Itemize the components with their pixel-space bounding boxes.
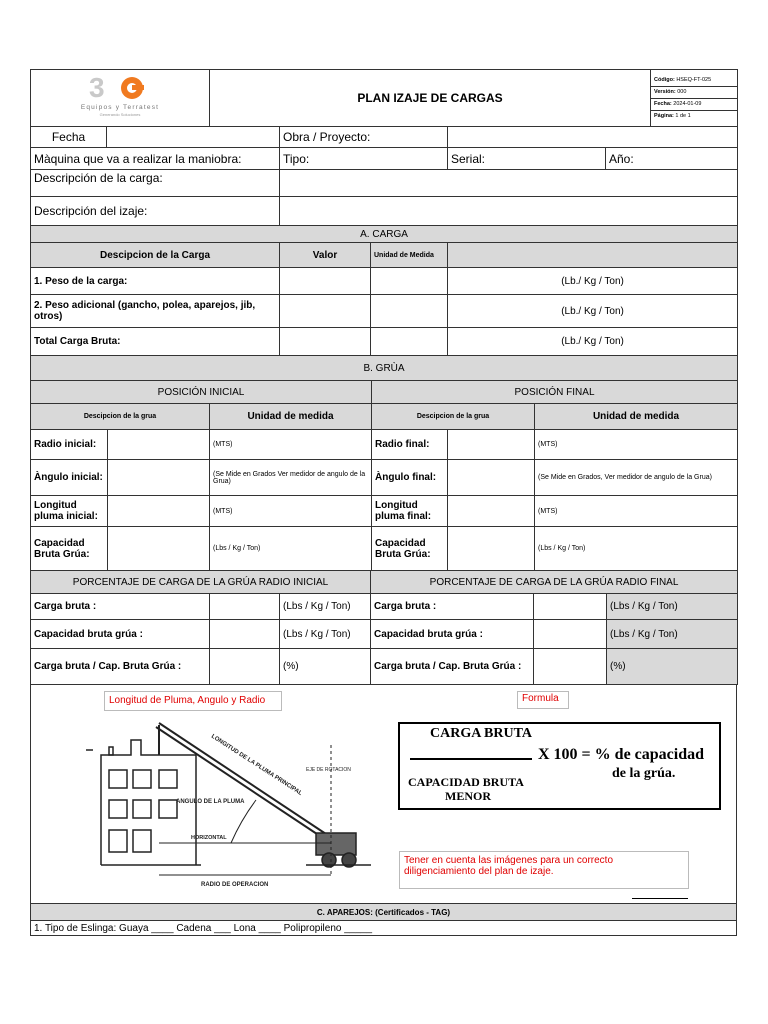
formula-label-box: Formula bbox=[517, 691, 569, 709]
carga-bruta-inicial-unit: (Lbs / Kg / Ton) bbox=[280, 594, 371, 620]
longitud-final-label: Longitud pluma final: bbox=[372, 496, 448, 527]
posicion-inicial-title: POSICIÓN INICIAL bbox=[31, 381, 372, 404]
capacidad-final-unit: (Lbs / Kg / Ton) bbox=[535, 527, 738, 571]
peso-adicional-unit-hint: (Lb./ Kg / Ton) bbox=[448, 295, 738, 328]
carga-bruta-final-field[interactable] bbox=[534, 594, 607, 620]
peso-carga-unidad[interactable] bbox=[371, 268, 448, 295]
obra-field[interactable] bbox=[448, 127, 738, 148]
op-radius-label: RADIO DE OPERACION bbox=[201, 882, 269, 888]
formula-box bbox=[398, 722, 721, 810]
peso-adicional-unidad[interactable] bbox=[371, 295, 448, 328]
cap-bruta-inicial-unit: (Lbs / Kg / Ton) bbox=[280, 620, 371, 649]
carga-bruta-final-label: Carga bruta : bbox=[371, 594, 534, 620]
crane-body bbox=[306, 833, 371, 867]
ratio-final-label: Carga bruta / Cap. Bruta Grúa : bbox=[371, 649, 534, 685]
obra-label: Obra / Proyecto: bbox=[280, 127, 448, 148]
capacidad-inicial-field[interactable] bbox=[108, 527, 210, 571]
section-b-table bbox=[30, 355, 738, 571]
maquina-label: Màquina que va a realizar la maniobra: bbox=[31, 148, 280, 170]
tipo-field[interactable]: Tipo: bbox=[280, 148, 448, 170]
cap-bruta-inicial-label: Capacidad bruta grúa : bbox=[31, 620, 210, 649]
formula-menor: MENOR bbox=[445, 789, 491, 803]
col-desc-grua-inicial: Descipcion de la grua bbox=[31, 404, 210, 430]
col-valor: Valor bbox=[280, 243, 371, 268]
signature-line bbox=[632, 898, 688, 899]
carga-bruta-final-unit: (Lbs / Kg / Ton) bbox=[607, 594, 738, 620]
serial-field[interactable]: Serial: bbox=[448, 148, 606, 170]
radio-inicial-unit: (MTS) bbox=[210, 430, 372, 460]
angulo-final-field[interactable] bbox=[448, 460, 535, 496]
formula-carga-bruta: CARGA BRUTA bbox=[430, 726, 533, 741]
section-a-table bbox=[30, 225, 738, 356]
cap-bruta-final-unit: (Lbs / Kg / Ton) bbox=[607, 620, 738, 649]
ratio-inicial-label: Carga bruta / Cap. Bruta Grúa : bbox=[31, 649, 210, 685]
diagram-note: Tener en cuenta las imágenes para un correcto diligenciamiento del plan de izaje. bbox=[399, 851, 689, 889]
angulo-inicial-unit: (Se Mide en Grados Ver medidor de angulo de la Grua) bbox=[210, 460, 372, 496]
capacidad-inicial-label: Capacidad Bruta Grúa: bbox=[31, 527, 108, 571]
eslinga-line[interactable]: 1. Tipo de Eslinga: Guaya ____ Cadena ___ Lona ____ Polipropileno _____ bbox=[31, 921, 737, 936]
col-desc-carga: Descipcion de la Carga bbox=[31, 243, 280, 268]
col-desc-grua-final: Descipcion de la grua bbox=[372, 404, 535, 430]
section-c-table bbox=[30, 903, 737, 936]
general-info-table bbox=[30, 126, 738, 226]
porcentaje-table bbox=[30, 570, 738, 685]
section-a-title: A. CARGA bbox=[31, 226, 738, 243]
fecha-label: Fecha bbox=[31, 127, 107, 148]
radio-final-field[interactable] bbox=[448, 430, 535, 460]
svg-text:3: 3 bbox=[89, 71, 105, 103]
ratio-final-field[interactable] bbox=[534, 649, 607, 685]
ratio-final-unit: (%) bbox=[607, 649, 738, 685]
horizontal-label: HORIZONTAL bbox=[191, 835, 227, 841]
fecha-field[interactable] bbox=[107, 127, 280, 148]
posicion-final-title: POSICIÓN FINAL bbox=[372, 381, 738, 404]
capacidad-final-label: Capacidad Bruta Grúa: bbox=[372, 527, 448, 571]
total-carga-label: Total Carga Bruta: bbox=[31, 328, 280, 356]
logo-tagline: Equipos y Terratest bbox=[80, 103, 160, 111]
header-table bbox=[30, 69, 738, 127]
col-unidad: Unidad de Medida bbox=[371, 243, 448, 268]
peso-carga-unit-hint: (Lb./ Kg / Ton) bbox=[448, 268, 738, 295]
boom-length-label: LONGITUD DE LA PLUMA PRINCIPAL bbox=[209, 733, 304, 798]
col-unidad-inicial: Unidad de medida bbox=[210, 404, 372, 430]
longitud-inicial-field[interactable] bbox=[108, 496, 210, 527]
radio-inicial-field[interactable] bbox=[108, 430, 210, 460]
rotation-axis-label: EJE DE ROTACION bbox=[306, 767, 351, 773]
angulo-final-unit: (Se Mide en Grados, Ver medidor de angulo de la Grua) bbox=[535, 460, 738, 496]
angulo-final-label: Àngulo final: bbox=[372, 460, 448, 496]
radio-final-unit: (MTS) bbox=[535, 430, 738, 460]
desc-izaje-label: Descripción del izaje: bbox=[31, 197, 280, 226]
peso-carga-valor[interactable] bbox=[280, 268, 371, 295]
section-b-title: B. GRÙA bbox=[31, 356, 738, 381]
formula-de-la-grua: de la grúa. bbox=[612, 766, 676, 781]
cap-bruta-inicial-field[interactable] bbox=[210, 620, 280, 649]
formula-capacidad: CAPACIDAD BRUTA bbox=[408, 775, 524, 789]
desc-carga-field[interactable] bbox=[280, 170, 738, 197]
cap-bruta-final-label: Capacidad bruta grúa : bbox=[371, 620, 534, 649]
longitud-inicial-unit: (MTS) bbox=[210, 496, 372, 527]
diagram-area bbox=[30, 684, 737, 904]
total-carga-unidad[interactable] bbox=[371, 328, 448, 356]
ratio-inicial-unit: (%) bbox=[280, 649, 371, 685]
col-unidad-final: Unidad de medida bbox=[535, 404, 738, 430]
boom-angle-label: ANGULO DE LA PLUMA bbox=[176, 799, 245, 805]
logo-cell bbox=[31, 70, 210, 127]
anio-field[interactable]: Año: bbox=[606, 148, 738, 170]
logo-subtag: Generando Soluciones bbox=[99, 111, 141, 117]
peso-carga-label: 1. Peso de la carga: bbox=[31, 268, 280, 295]
company-logo bbox=[34, 71, 206, 123]
diagram-label-box: Longitud de Pluma, Angulo y Radio bbox=[104, 691, 282, 711]
section-c-title: C. APAREJOS: (Certificados - TAG) bbox=[31, 904, 737, 921]
lifting-plan-form bbox=[30, 69, 737, 936]
desc-izaje-field[interactable] bbox=[280, 197, 738, 226]
angulo-inicial-field[interactable] bbox=[108, 460, 210, 496]
longitud-inicial-label: Longitud pluma inicial: bbox=[31, 496, 108, 527]
total-carga-valor[interactable] bbox=[280, 328, 371, 356]
document-meta: Código: HSEQ-FT-025 Versión: 000 Fecha: 2024-01-09 Página: 1 de 1 bbox=[651, 70, 738, 127]
crane-diagram bbox=[81, 715, 381, 895]
porcentaje-inicial-title: PORCENTAJE DE CARGA DE LA GRÚA RADIO INICIAL bbox=[31, 571, 371, 594]
longitud-final-unit: (MTS) bbox=[535, 496, 738, 527]
capacidad-final-field[interactable] bbox=[448, 527, 535, 571]
peso-adicional-valor[interactable] bbox=[280, 295, 371, 328]
formula-fraction-line bbox=[410, 758, 532, 760]
carga-bruta-inicial-label: Carga bruta : bbox=[31, 594, 210, 620]
ratio-inicial-field[interactable] bbox=[210, 649, 280, 685]
form-title: PLAN IZAJE DE CARGAS bbox=[210, 70, 651, 127]
cap-bruta-final-field[interactable] bbox=[534, 620, 607, 649]
radio-final-label: Radio final: bbox=[372, 430, 448, 460]
formula-multiplier: X 100 = % de capacidad bbox=[538, 746, 705, 763]
carga-bruta-inicial-field[interactable] bbox=[210, 594, 280, 620]
porcentaje-final-title: PORCENTAJE DE CARGA DE LA GRÚA RADIO FINAL bbox=[371, 571, 738, 594]
crane-boom bbox=[156, 723, 329, 840]
peso-adicional-label: 2. Peso adicional (gancho, polea, aparejos, jib, otros) bbox=[31, 295, 280, 328]
radio-inicial-label: Radio inicial: bbox=[31, 430, 108, 460]
total-carga-unit-hint: (Lb./ Kg / Ton) bbox=[448, 328, 738, 356]
desc-carga-label: Descripción de la carga: bbox=[31, 170, 280, 197]
longitud-final-field[interactable] bbox=[448, 496, 535, 527]
angulo-inicial-label: Àngulo inicial: bbox=[31, 460, 108, 496]
capacidad-inicial-unit: (Lbs / Kg / Ton) bbox=[210, 527, 372, 571]
